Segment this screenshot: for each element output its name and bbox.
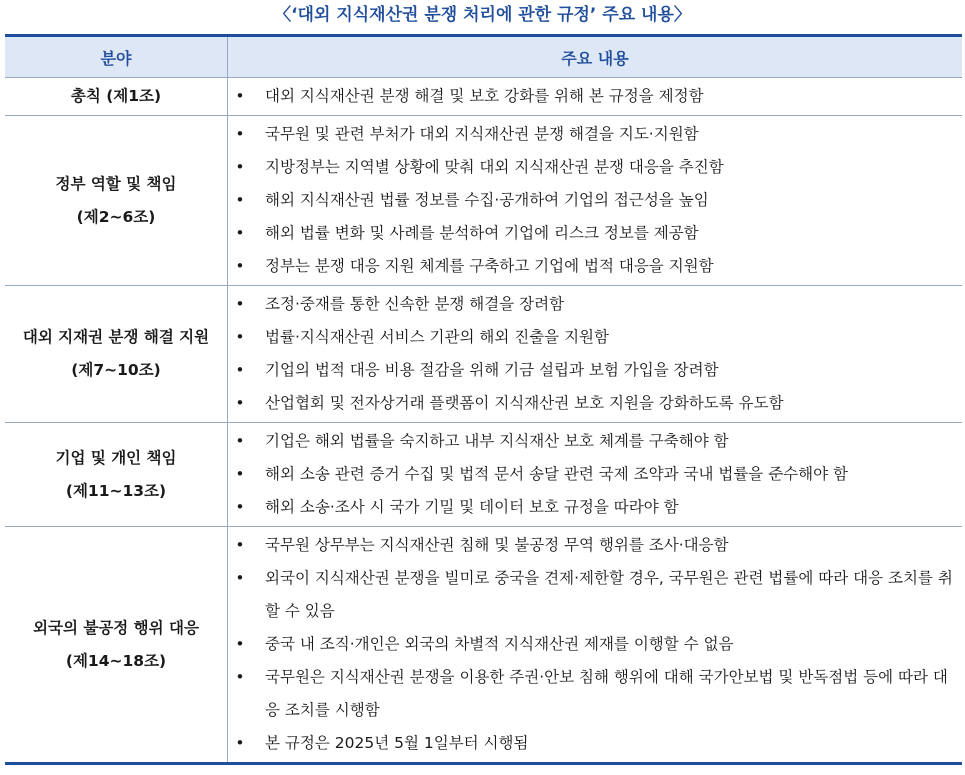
table-row [5, 527, 962, 764]
list-item [228, 80, 962, 113]
table-body [5, 78, 962, 764]
list-item [228, 354, 962, 387]
list-item [228, 288, 962, 321]
category-cell [5, 116, 228, 286]
list-item [228, 661, 962, 727]
list-item [228, 425, 962, 458]
category-label: 대외 지재권 분쟁 해결 지원 [22, 328, 210, 346]
bullet-icon: • [235, 224, 245, 242]
bullet-icon: • [235, 465, 245, 483]
bullet-list [228, 527, 962, 762]
list-item [228, 250, 962, 283]
content-cell [228, 286, 963, 423]
table-title: 〈‘대외 지식재산권 분쟁 처리에 관한 규정’ 주요 내용〉 [274, 5, 691, 25]
category-label: 기업 및 개인 책임 [55, 448, 177, 467]
list-item-text: 조정·중재를 통한 신속한 분쟁 해결을 장려함 [265, 295, 565, 313]
list-item [228, 529, 962, 562]
list-item-text: 정부는 분쟁 대응 지원 체계를 구축하고 기업에 법적 대응을 지원함 [265, 257, 714, 275]
category-label: (제2~6조) [76, 207, 156, 226]
bullet-list [228, 286, 962, 422]
bullet-icon: • [235, 158, 245, 176]
bullet-icon: • [235, 635, 245, 653]
list-item [228, 727, 962, 760]
bullet-icon: • [235, 536, 245, 554]
bullet-icon: • [235, 191, 245, 209]
list-item-text: 대외 지식재산권 분쟁 해결 및 보호 강화를 위해 본 규정을 제정함 [265, 87, 704, 105]
content-cell [228, 527, 963, 764]
list-item [228, 458, 962, 491]
list-item-text: 해외 소송·조사 시 국가 기밀 및 데이터 보호 규정을 따라야 함 [265, 498, 679, 516]
category-cell [5, 286, 228, 423]
bullet-icon: • [235, 295, 245, 313]
list-item [228, 184, 962, 217]
list-item-text: 산업협회 및 전자상거래 플랫폼이 지식재산권 보호 지원을 강화하도록 유도함 [265, 394, 784, 412]
list-item-text: 기업은 해외 법률을 숙지하고 내부 지식재산 보호 체계를 구축해야 함 [265, 432, 729, 450]
bullet-list [228, 423, 962, 526]
list-item [228, 118, 962, 151]
category-label: 총칙 (제1조) [70, 87, 162, 105]
bullet-icon: • [235, 257, 245, 275]
category-label: (제11~13조) [65, 481, 167, 500]
list-item-text: 국무원은 지식재산권 분쟁을 이용한 주권·안보 침해 행위에 대해 국가안보법 및 반독점법 등에 따라 대응 조치를 시행함 [265, 668, 948, 719]
category-label: 외국의 불공정 행위 대응 [33, 618, 199, 637]
table-row [5, 423, 962, 527]
list-item-text: 기업의 법적 대응 비용 절감을 위해 기금 설립과 보험 가입을 장려함 [265, 361, 719, 379]
list-item-text: 해외 소송 관련 증거 수집 및 법적 문서 송달 관련 국제 조약과 국내 법률을 준수해야 함 [265, 465, 848, 483]
list-item [228, 562, 962, 628]
list-item-text: 법률·지식재산권 서비스 기관의 해외 진출을 지원함 [265, 328, 609, 346]
table-row [5, 286, 962, 423]
bullet-list [228, 116, 962, 285]
bullet-icon: • [235, 328, 245, 346]
category-cell [5, 423, 228, 527]
list-item-text: 국무원 및 관련 부처가 대외 지식재산권 분쟁 해결을 지도·지원함 [265, 125, 699, 143]
list-item-text: 국무원 상무부는 지식재산권 침해 및 불공정 무역 행위를 조사·대응함 [265, 536, 729, 554]
list-item-text: 지방정부는 지역별 상황에 맞춰 대외 지식재산권 분쟁 대응을 추진함 [265, 158, 724, 176]
content-cell [228, 423, 963, 527]
list-item [228, 217, 962, 250]
table-header-row [5, 36, 962, 78]
bullet-icon: • [235, 125, 245, 143]
bullet-icon: • [235, 498, 245, 516]
table-row [5, 78, 962, 116]
bullet-icon: • [235, 734, 245, 752]
header-content: 주요 내용 [228, 36, 963, 78]
table-row [5, 116, 962, 286]
list-item [228, 387, 962, 420]
bullet-list [228, 78, 962, 115]
list-item [228, 151, 962, 184]
category-cell [5, 527, 228, 764]
summary-table [5, 34, 962, 765]
content-cell [228, 116, 963, 286]
list-item-text: 본 규정은 2025년 5월 1일부터 시행됨 [265, 734, 529, 752]
list-item-text: 중국 내 조직·개인은 외국의 차별적 지식재산권 제재를 이행할 수 없음 [265, 635, 734, 653]
bullet-icon: • [235, 432, 245, 450]
list-item-text: 해외 법률 변화 및 사례를 분석하여 기업에 리스크 정보를 제공함 [265, 224, 699, 242]
bullet-icon: • [235, 394, 245, 412]
bullet-icon: • [235, 87, 245, 105]
list-item [228, 491, 962, 524]
bullet-icon: • [235, 668, 245, 686]
category-label: (제14~18조) [65, 651, 167, 670]
header-category: 분야 [5, 36, 228, 78]
list-item-text: 해외 지식재산권 법률 정보를 수집·공개하여 기업의 접근성을 높임 [265, 191, 709, 209]
bullet-icon: • [235, 569, 245, 587]
bullet-icon: • [235, 361, 245, 379]
category-label: (제7~10조) [71, 361, 161, 379]
category-cell [5, 78, 228, 116]
list-item-text: 외국이 지식재산권 분쟁을 빌미로 중국을 견제·제한할 경우, 국무원은 관련 법률에 따라 대응 조치를 취할 수 있음 [265, 569, 953, 620]
list-item [228, 628, 962, 661]
list-item [228, 321, 962, 354]
content-cell [228, 78, 963, 116]
category-label: 정부 역할 및 책임 [55, 174, 177, 193]
